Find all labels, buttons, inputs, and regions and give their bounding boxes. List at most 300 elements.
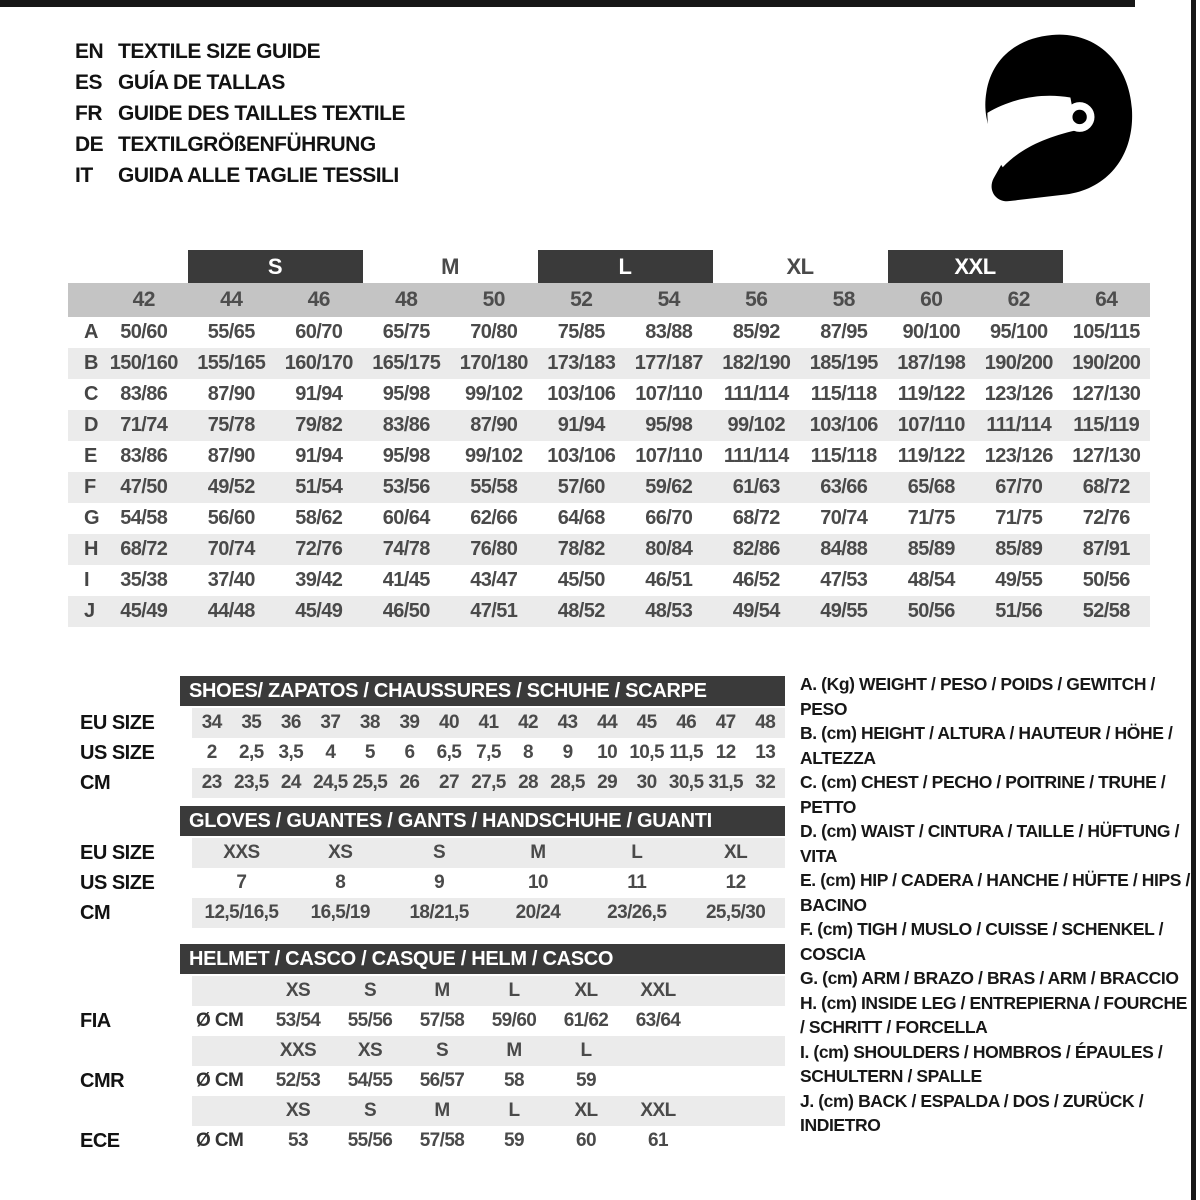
measurement-cell: 49/55 [995,569,1043,591]
helmet-ece-row [68,1126,785,1156]
size-cell: 2,5 [238,742,264,763]
language-code: IT [75,163,93,187]
measurement-cell: 83/86 [382,414,430,436]
size-cell: 12 [715,742,736,763]
measurement-cell: 70/74 [207,538,255,560]
textile-size-table [68,250,1150,627]
size-cell: 25,5/30 [705,902,766,923]
helmet-size-label: XXL [640,980,676,1001]
size-cell: XXS [223,842,260,863]
helmet-size-label: M [434,1100,450,1121]
size-cell: 30 [636,772,657,793]
measurement-cell: 50/56 [907,600,955,622]
size-cell: 23 [201,772,222,793]
measurement-cell: 190/200 [984,352,1053,374]
measurement-cell: 165/175 [372,352,441,374]
gloves-row [68,868,785,898]
shoes-size-table [68,676,785,798]
measurement-cell: 85/89 [995,538,1043,560]
numeric-size-label: 62 [1007,288,1030,311]
measurement-cell: 91/94 [295,383,343,405]
measurement-cell: 95/100 [989,321,1048,343]
empty-cell [192,976,262,1006]
size-cell: 23,5 [234,772,269,793]
corner-cell [68,283,100,317]
certification-label: CMR [80,1069,125,1092]
size-cell: 5 [364,742,375,763]
table-row-d [68,410,1150,441]
measurement-cell: 45/50 [557,569,605,591]
language-label: GUIDE DES TAILLES TEXTILE [118,101,405,125]
size-cell: 37 [320,712,341,733]
size-cell: 43 [557,712,578,733]
measurement-cell: 95/98 [645,414,693,436]
filler-cell [694,1006,785,1036]
measurement-cell: 75/78 [207,414,255,436]
measurement-cell: 35/38 [120,569,168,591]
size-cell: 47 [715,712,736,733]
size-cell: 9 [434,872,445,893]
legend-item: F. (cm) TIGH / MUSLO / CUISSE / SCHENKEL / COSCIA [800,919,1164,964]
size-cell: 35 [241,712,262,733]
helmet-size-cell: 59 [504,1130,524,1151]
measurement-cell: 111/114 [723,383,789,405]
measurement-cell: 37/40 [207,569,255,591]
size-cell: 28 [518,772,538,793]
size-band-xxl: XXL [888,250,1063,283]
size-cell: 10,5 [629,742,664,763]
measurement-cell: 60/64 [382,507,430,529]
racing-helmet-icon [972,30,1136,211]
measurement-cell: 115/119 [1073,414,1140,436]
size-cell: 24,5 [313,772,348,793]
row-label: I [84,569,90,591]
filler-cell [694,1096,785,1126]
size-cell: 3,5 [278,742,304,763]
measurement-cell: 150/160 [109,352,178,374]
row-label: US SIZE [80,871,155,894]
numeric-size-label: 50 [482,288,505,311]
measurement-cell: 71/74 [120,414,168,436]
measurement-cell: 51/56 [995,600,1043,622]
row-label: H [84,538,99,560]
helmet-size-cell: 52/53 [275,1070,321,1091]
measurement-cell: 71/75 [907,507,955,529]
measurement-cell: 105/115 [1072,321,1140,343]
measurement-cell: 190/200 [1072,352,1141,374]
measurement-cell: 173/183 [547,352,616,374]
helmet-size-cell: 54/55 [347,1070,393,1091]
helmet-size-cell [622,1066,694,1096]
helmet-cmr-row [68,1066,785,1096]
measurement-cell: 49/54 [732,600,780,622]
size-cell: 11 [627,872,647,893]
measurement-cell: 52/58 [1082,600,1130,622]
measurement-cell: 111/114 [986,414,1052,436]
language-code: EN [75,39,104,63]
spacer [68,944,180,974]
gloves-size-table [68,806,785,928]
measurement-cell: 64/68 [557,507,605,529]
measurement-cell: 45/49 [120,600,168,622]
numeric-size-label: 58 [832,288,855,311]
measurement-cell: 41/45 [382,569,430,591]
size-cell: 8 [523,742,534,763]
table-row-a [68,317,1150,348]
measurement-cell: 182/190 [722,352,791,374]
helmet-size-label: XS [357,1040,383,1061]
size-cell: 39 [399,712,420,733]
table-row-i [68,565,1150,596]
gloves-row [68,898,785,928]
helmet-title-row [68,944,785,974]
shoes-row [68,738,785,768]
measurement-cell: 103/106 [547,383,616,405]
helmet-size-cell: 56/57 [419,1070,465,1091]
legend-item: E. (cm) HIP / CADERA / HANCHE / HÜFTE / HIPS / BACINO [800,870,1190,915]
helmet-size-label: L [508,980,520,1001]
measurement-cell: 85/92 [732,321,780,343]
certification-label: FIA [80,1009,111,1032]
measurement-cell: 84/88 [820,538,868,560]
size-cell: 29 [597,772,618,793]
filler-cell [694,1066,785,1096]
language-item [75,160,405,191]
row-cells [192,868,785,898]
measurement-cell: 49/52 [207,476,255,498]
gloves-title-row [68,806,785,836]
measurement-cell: 111/114 [723,445,789,467]
diameter-unit-label: Ø CM [196,1130,244,1151]
measurement-cell: 115/118 [810,445,877,467]
size-cell: 46 [676,712,697,733]
size-cell: 6 [404,742,415,763]
measurement-cell: 49/55 [820,600,868,622]
size-cell: 13 [755,742,776,763]
row-label: A [84,321,99,343]
numeric-size-label: 42 [132,288,155,311]
empty-label [68,976,192,1006]
measurement-cell: 115/118 [810,383,877,405]
measurement-cell: 44/48 [207,600,255,622]
measurement-cell: 99/102 [727,414,786,436]
helmet-size-cell: 57/58 [419,1130,465,1151]
size-cell: 45 [636,712,657,733]
measurement-cell: 72/76 [295,538,343,560]
filler-cell [694,976,785,1006]
measurement-cell: 87/90 [207,445,255,467]
language-code: ES [75,70,103,94]
helmet-fia-row [68,1006,785,1036]
row-label: F [84,476,97,498]
table-row-f [68,472,1150,503]
helmet-size-label: M [506,1040,522,1061]
row-cells [192,768,785,798]
table-row-b [68,348,1150,379]
helmet-size-cell: 55/56 [347,1010,393,1031]
measurement-cell: 87/90 [470,414,518,436]
measurement-cell: 61/63 [732,476,780,498]
language-item [75,36,405,67]
size-cell: 12 [725,872,746,893]
shoes-row [68,768,785,798]
measurement-cell: 85/89 [907,538,955,560]
helmet-size-label: XS [285,980,311,1001]
size-cell: 26 [399,772,420,793]
helmet-size-label: L [508,1100,520,1121]
size-cell: 16,5/19 [310,902,370,923]
measurement-cell: 76/80 [470,538,518,560]
row-cells [192,838,785,868]
row-label: G [84,507,100,529]
measurement-cell: 56/60 [207,507,255,529]
size-cell: 8 [335,872,346,893]
measurement-cell: 54/58 [120,507,168,529]
diameter-unit-label: Ø CM [196,1070,244,1091]
empty-cell [192,1096,262,1126]
measurement-cell: 57/60 [557,476,605,498]
diameter-unit-label: Ø CM [196,1010,244,1031]
size-cell: S [433,842,446,863]
size-cell: 23/26,5 [607,902,667,923]
size-cell: 6,5 [436,742,462,763]
measurement-cell: 87/90 [207,383,255,405]
helmet-table-title: HELMET / CASCO / CASQUE / HELM / CASCO [180,944,785,974]
legend-item: A. (Kg) WEIGHT / PESO / POIDS / GEWITCH / PESO [800,674,1155,719]
measurement-cell: 75/85 [557,321,605,343]
size-cell: 31,5 [708,772,743,793]
measurement-cell: 155/165 [197,352,266,374]
measurement-cell: 55/58 [470,476,518,498]
measurement-cell: 43/47 [470,569,518,591]
helmet-size-cell: 60 [576,1130,596,1151]
numeric-size-label: 48 [395,288,418,311]
measurement-cell: 87/91 [1082,538,1130,560]
row-cells [192,898,785,928]
numeric-size-label: 44 [220,288,243,311]
row-cells [192,1006,785,1036]
measurement-cell: 55/65 [207,321,255,343]
measurement-cell: 107/110 [635,445,703,467]
spacer [68,806,180,836]
measurement-cell: 170/180 [459,352,528,374]
row-label: EU SIZE [80,711,155,734]
helmet-size-label: XL [574,1100,598,1121]
measurement-cell: 48/54 [907,569,955,591]
measurement-cell: 72/76 [1082,507,1130,529]
numeric-size-label: 60 [920,288,943,311]
helmet-size-table [68,944,785,1156]
language-item [75,129,405,160]
helmet-size-label: S [363,980,377,1001]
size-cell: XS [328,842,353,863]
helmet-size-cell: 53/54 [275,1010,321,1031]
row-cells [192,1126,785,1156]
measurement-cell: 79/82 [295,414,343,436]
row-label: CM [80,771,111,794]
measurement-cell: 47/53 [820,569,868,591]
helmet-size-cell: 61/62 [563,1010,609,1031]
spacer [68,676,180,706]
size-cell: 10 [597,742,618,763]
helmet-size-cell: 59/60 [491,1010,537,1031]
legend-item: J. (cm) BACK / ESPALDA / DOS / ZURÜCK / INDIETRO [800,1090,1144,1135]
empty-label [68,1036,192,1066]
row-cells [192,1036,785,1066]
measurement-cell: 67/70 [995,476,1043,498]
size-cell: 11,5 [669,742,703,763]
measurement-cell: 46/50 [382,600,430,622]
measurement-cell: 177/187 [634,352,703,374]
helmet-size-label: XS [285,1100,311,1121]
helmet-size-cell: 53 [288,1130,308,1151]
size-band-row [68,250,1150,283]
measurement-cell: 70/74 [820,507,868,529]
helmet-size-cell: 55/56 [347,1130,393,1151]
measurement-cell: 82/86 [732,538,780,560]
gloves-table-title: GLOVES / GUANTES / GANTS / HANDSCHUHE / GUANTI [180,806,785,836]
legend-item: C. (cm) CHEST / PECHO / POITRINE / TRUHE / PETTO [800,772,1166,817]
measurement-cell: 90/100 [902,321,961,343]
row-label: B [84,352,99,374]
size-cell: 20/24 [515,902,561,923]
helmet-size-label: XL [574,980,598,1001]
measurement-cell: 83/86 [120,445,168,467]
size-cell: XL [724,842,748,863]
measurement-cell: 187/198 [897,352,966,374]
legend-item: H. (cm) INSIDE LEG / ENTREPIERNA / FOURCHE / SCHRITT / FORCELLA [800,992,1188,1037]
language-label: GUIDA ALLE TAGLIE TESSILI [118,163,399,187]
row-cells [192,1066,785,1096]
empty-label [68,1096,192,1126]
row-label: D [84,414,99,436]
numeric-size-label: 54 [657,288,680,311]
size-cell: 42 [518,712,538,733]
measurement-cell: 80/84 [645,538,693,560]
size-band-s: S [188,250,363,283]
measurement-cell: 39/42 [295,569,343,591]
page-top-border [0,0,1135,7]
helmet-size-label: XXL [640,1100,676,1121]
size-cell: 7,5 [476,742,501,763]
measurement-cell: 95/98 [382,445,430,467]
measurement-cell: 74/78 [382,538,430,560]
measurement-cell: 47/50 [120,476,168,498]
measurement-cell: 107/110 [897,414,965,436]
helmet-size-label-row [68,1036,785,1066]
size-band-l: L [538,250,713,283]
row-label: J [84,600,96,622]
measurement-cell: 46/51 [645,569,693,591]
measurement-cell: 58/62 [295,507,343,529]
helmet-size-label: M [434,980,450,1001]
legend-item: G. (cm) ARM / BRAZO / BRAS / ARM / BRACCIO [800,968,1179,988]
measurement-cell: 119/122 [897,445,965,467]
helmet-size-cell: 59 [576,1070,596,1091]
table-row-g [68,503,1150,534]
size-cell: 4 [325,742,336,763]
measurement-cell: 70/80 [470,321,518,343]
row-label: EU SIZE [80,841,155,864]
measurement-cell: 65/75 [382,321,430,343]
helmet-size-label-row [68,976,785,1006]
shoes-title-row [68,676,785,706]
row-label: CM [80,901,111,924]
row-cells [192,976,785,1006]
table-row-j [68,596,1150,627]
numeric-size-label: 56 [745,288,768,311]
language-list [75,36,405,191]
measurement-cell: 68/72 [1082,476,1130,498]
helmet-size-cell: 58 [504,1070,524,1091]
size-cell: 38 [359,712,380,733]
helmet-size-label: S [435,1040,449,1061]
measurement-cell: 123/126 [984,445,1053,467]
language-label: TEXTILGRÖßENFÜHRUNG [118,132,376,156]
measurement-legend [800,672,1192,1138]
measurement-cell: 48/53 [645,600,693,622]
measurement-cell: 60/70 [295,321,343,343]
size-cell: 48 [755,712,776,733]
measurement-cell: 103/106 [547,445,616,467]
certification-label: ECE [80,1129,120,1152]
measurement-cell: 68/72 [732,507,780,529]
size-cell: 40 [438,712,459,733]
size-cell: 30,5 [668,772,704,793]
measurement-cell: 78/82 [557,538,605,560]
measurement-cell: 45/49 [295,600,343,622]
numeric-size-label: 52 [570,288,593,311]
filler-cell [694,1036,785,1066]
helmet-size-label: L [580,1040,592,1061]
numeric-size-label: 46 [307,288,330,311]
measurement-cell: 127/130 [1072,445,1141,467]
language-label: GUÍA DE TALLAS [118,70,285,94]
legend-item: I. (cm) SHOULDERS / HOMBROS / ÉPAULES / SCHULTERN / SPALLE [800,1041,1163,1086]
size-cell: 9 [562,742,573,763]
size-cell: 34 [201,712,222,733]
size-cell: 18/21,5 [409,902,469,923]
language-code: DE [75,132,104,156]
helmet-size-cell: 63/64 [635,1010,681,1031]
measurement-cell: 68/72 [120,538,168,560]
measurement-cell: 47/51 [470,600,518,622]
language-code: FR [75,101,102,125]
helmet-size-label: S [363,1100,377,1121]
measurement-cell: 48/52 [557,600,605,622]
helmet-size-label-row [68,1096,785,1126]
size-cell: M [530,842,546,863]
measurement-cell: 83/86 [120,383,168,405]
measurement-cell: 91/94 [557,414,605,436]
legend-item: B. (cm) HEIGHT / ALTURA / HAUTEUR / HÖHE / ALTEZZA [800,723,1173,768]
measurement-cell: 127/130 [1072,383,1141,405]
language-label: TEXTILE SIZE GUIDE [118,39,321,63]
measurement-cell: 46/52 [732,569,780,591]
numeric-size-label: 64 [1095,288,1118,311]
measurement-cell: 123/126 [984,383,1053,405]
row-label: E [84,445,98,467]
table-row-h [68,534,1150,565]
measurement-cell: 50/56 [1082,569,1130,591]
helmet-size-label [622,1036,694,1066]
empty-cell [192,1036,262,1066]
size-cell: 28,5 [550,772,585,793]
size-cell: 10 [527,872,548,893]
size-cell: 27,5 [471,772,506,793]
measurement-cell: 66/70 [645,507,693,529]
row-label: US SIZE [80,741,155,764]
